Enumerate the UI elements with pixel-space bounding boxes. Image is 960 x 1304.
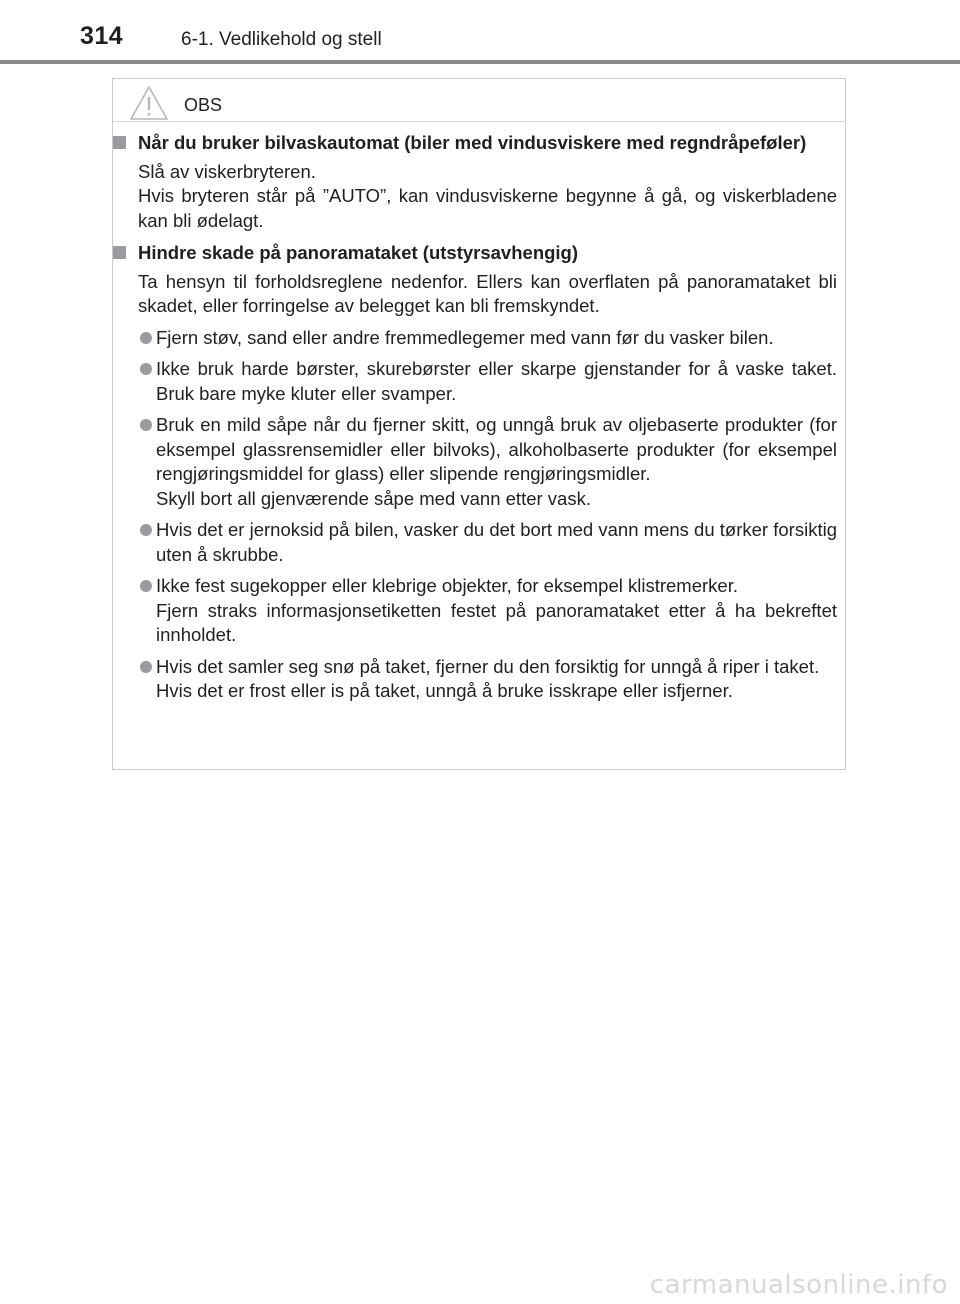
notice-divider [113, 121, 845, 122]
list-item-text: Hvis det er frost eller is på taket, unngå å bruke isskrape eller isfjerner. [156, 680, 733, 701]
section-title: 6-1. Vedlikehold og stell [181, 29, 382, 50]
list-item-text: Hvis det samler seg snø på taket, fjerner du den forsiktig for unngå å riper i taket. [156, 655, 820, 677]
notice-label: OBS [184, 95, 223, 115]
circle-bullet-icon [140, 524, 152, 536]
watermark: carmanualsonline.info [649, 1270, 948, 1300]
circle-bullet-icon [140, 363, 152, 375]
section-heading-panorama-roof [113, 241, 845, 266]
notice-content [113, 131, 845, 704]
list-item-text: Ikke fest sugekopper eller klebrige objekter, for eksempel klistremerker. [156, 575, 738, 596]
circle-bullet-icon [140, 419, 152, 431]
caution-notice-box [112, 78, 846, 770]
list-item-text: Fjern straks informasjonsetiketten festet på panoramataket etter å ha bekreftet innholdet. [156, 599, 837, 645]
list-item [113, 413, 845, 511]
list-item-text: Bruk en mild såpe når du fjerner skitt, og unngå bruk av oljebaserte produkter (for eksempel glassrensemidler eller bilvoks), alkoholbaserte produkter (for eksempel rengjøringsmiddel for glass) eller slipende rengjøringsmidler. [156, 414, 837, 484]
list-item-text: Ikke bruk harde børster, skurebørster eller skarpe gjenstander for å vaske taket. Bruk bare myke kluter eller svamper. [156, 358, 837, 404]
list-item [113, 655, 845, 704]
paragraph [113, 270, 845, 319]
paragraph-text: Slå av viskerbryteren. [138, 160, 316, 182]
circle-bullet-icon [140, 661, 152, 673]
list-item [113, 326, 845, 351]
list-item-text: Skyll bort all gjenværende såpe med vann etter vask. [156, 487, 591, 509]
page-number: 314 [80, 22, 124, 50]
circle-bullet-icon [140, 580, 152, 592]
section-heading-car-wash [113, 131, 845, 156]
header-divider [0, 60, 960, 64]
paragraph [113, 160, 845, 234]
list-item [113, 518, 845, 567]
list-item [113, 357, 845, 406]
list-item [113, 574, 845, 648]
heading-text: Når du bruker bilvaskautomat (biler med vindusviskere med regndråpeføler) [138, 132, 807, 153]
list-item-text: Fjern støv, sand eller andre fremmedlegemer med vann før du vasker bilen. [156, 326, 774, 348]
page-header [0, 0, 960, 64]
paragraph-text: Hvis bryteren står på ”AUTO”, kan vindusviskerne begynne å gå, og viskerbladene kan bli ødelagt. [138, 185, 837, 231]
list-item-text: Hvis det er jernoksid på bilen, vasker du det bort med vann mens du tørker forsiktig uten å skrubbe. [156, 519, 837, 565]
square-bullet-icon [113, 246, 126, 259]
square-bullet-icon [113, 136, 126, 149]
heading-text: Hindre skade på panoramataket (utstyrsavhengig) [138, 242, 579, 263]
warning-triangle-icon [129, 85, 169, 121]
circle-bullet-icon [140, 332, 152, 344]
paragraph-text: Ta hensyn til forholdsreglene nedenfor. Ellers kan overflaten på panoramataket bli skadet, eller forringelse av belegget kan bli fremskyndet. [138, 270, 837, 316]
